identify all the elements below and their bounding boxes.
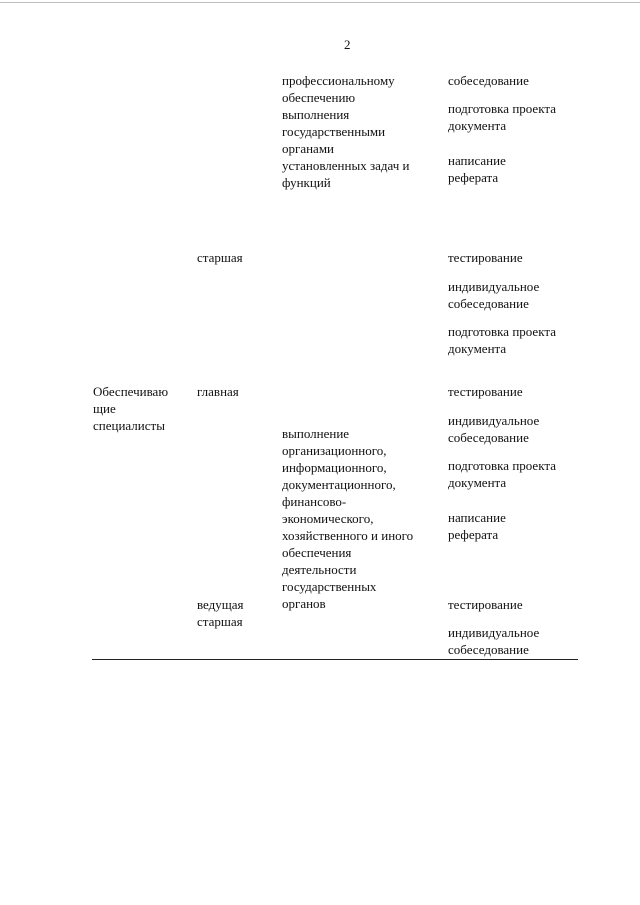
- method-draft-document-1: подготовка проекта документа: [448, 101, 556, 133]
- method-individual-interview-2: индивидуальное собеседование: [448, 279, 540, 311]
- top-edge-line: [0, 2, 640, 3]
- method-individual-interview-3: индивидуальное собеседование: [448, 413, 540, 445]
- group-main: главная: [197, 384, 239, 399]
- method-essay-3: написание реферата: [448, 510, 506, 542]
- method-draft-document-2: подготовка проекта документа: [448, 324, 556, 356]
- method-draft-document-3: подготовка проекта документа: [448, 458, 556, 490]
- method-interview-1: собеседование: [448, 73, 529, 88]
- category-support-specialists: Обеспечиваю щие специалисты: [93, 384, 169, 433]
- method-essay-1: написание реферата: [448, 153, 506, 185]
- table-bottom-rule: [92, 659, 578, 660]
- method-testing-3: тестирование: [448, 384, 523, 399]
- group-senior-1: старшая: [197, 250, 243, 265]
- group-lead-senior: ведущая старшая: [197, 597, 244, 629]
- method-testing-4: тестирование: [448, 597, 523, 612]
- method-testing-2: тестирование: [448, 250, 523, 265]
- method-individual-interview-4: индивидуальное собеседование: [448, 625, 540, 657]
- function-text-1: профессиональному обеспечению выполнения государственными органами установленных задач и функций: [282, 73, 410, 190]
- page-number: 2: [344, 37, 351, 52]
- function-text-2: выполнение организационного, информационного, документационного, финансово- экономического, хозяйственного и иного обеспечения деятельности государственных органов: [282, 426, 414, 611]
